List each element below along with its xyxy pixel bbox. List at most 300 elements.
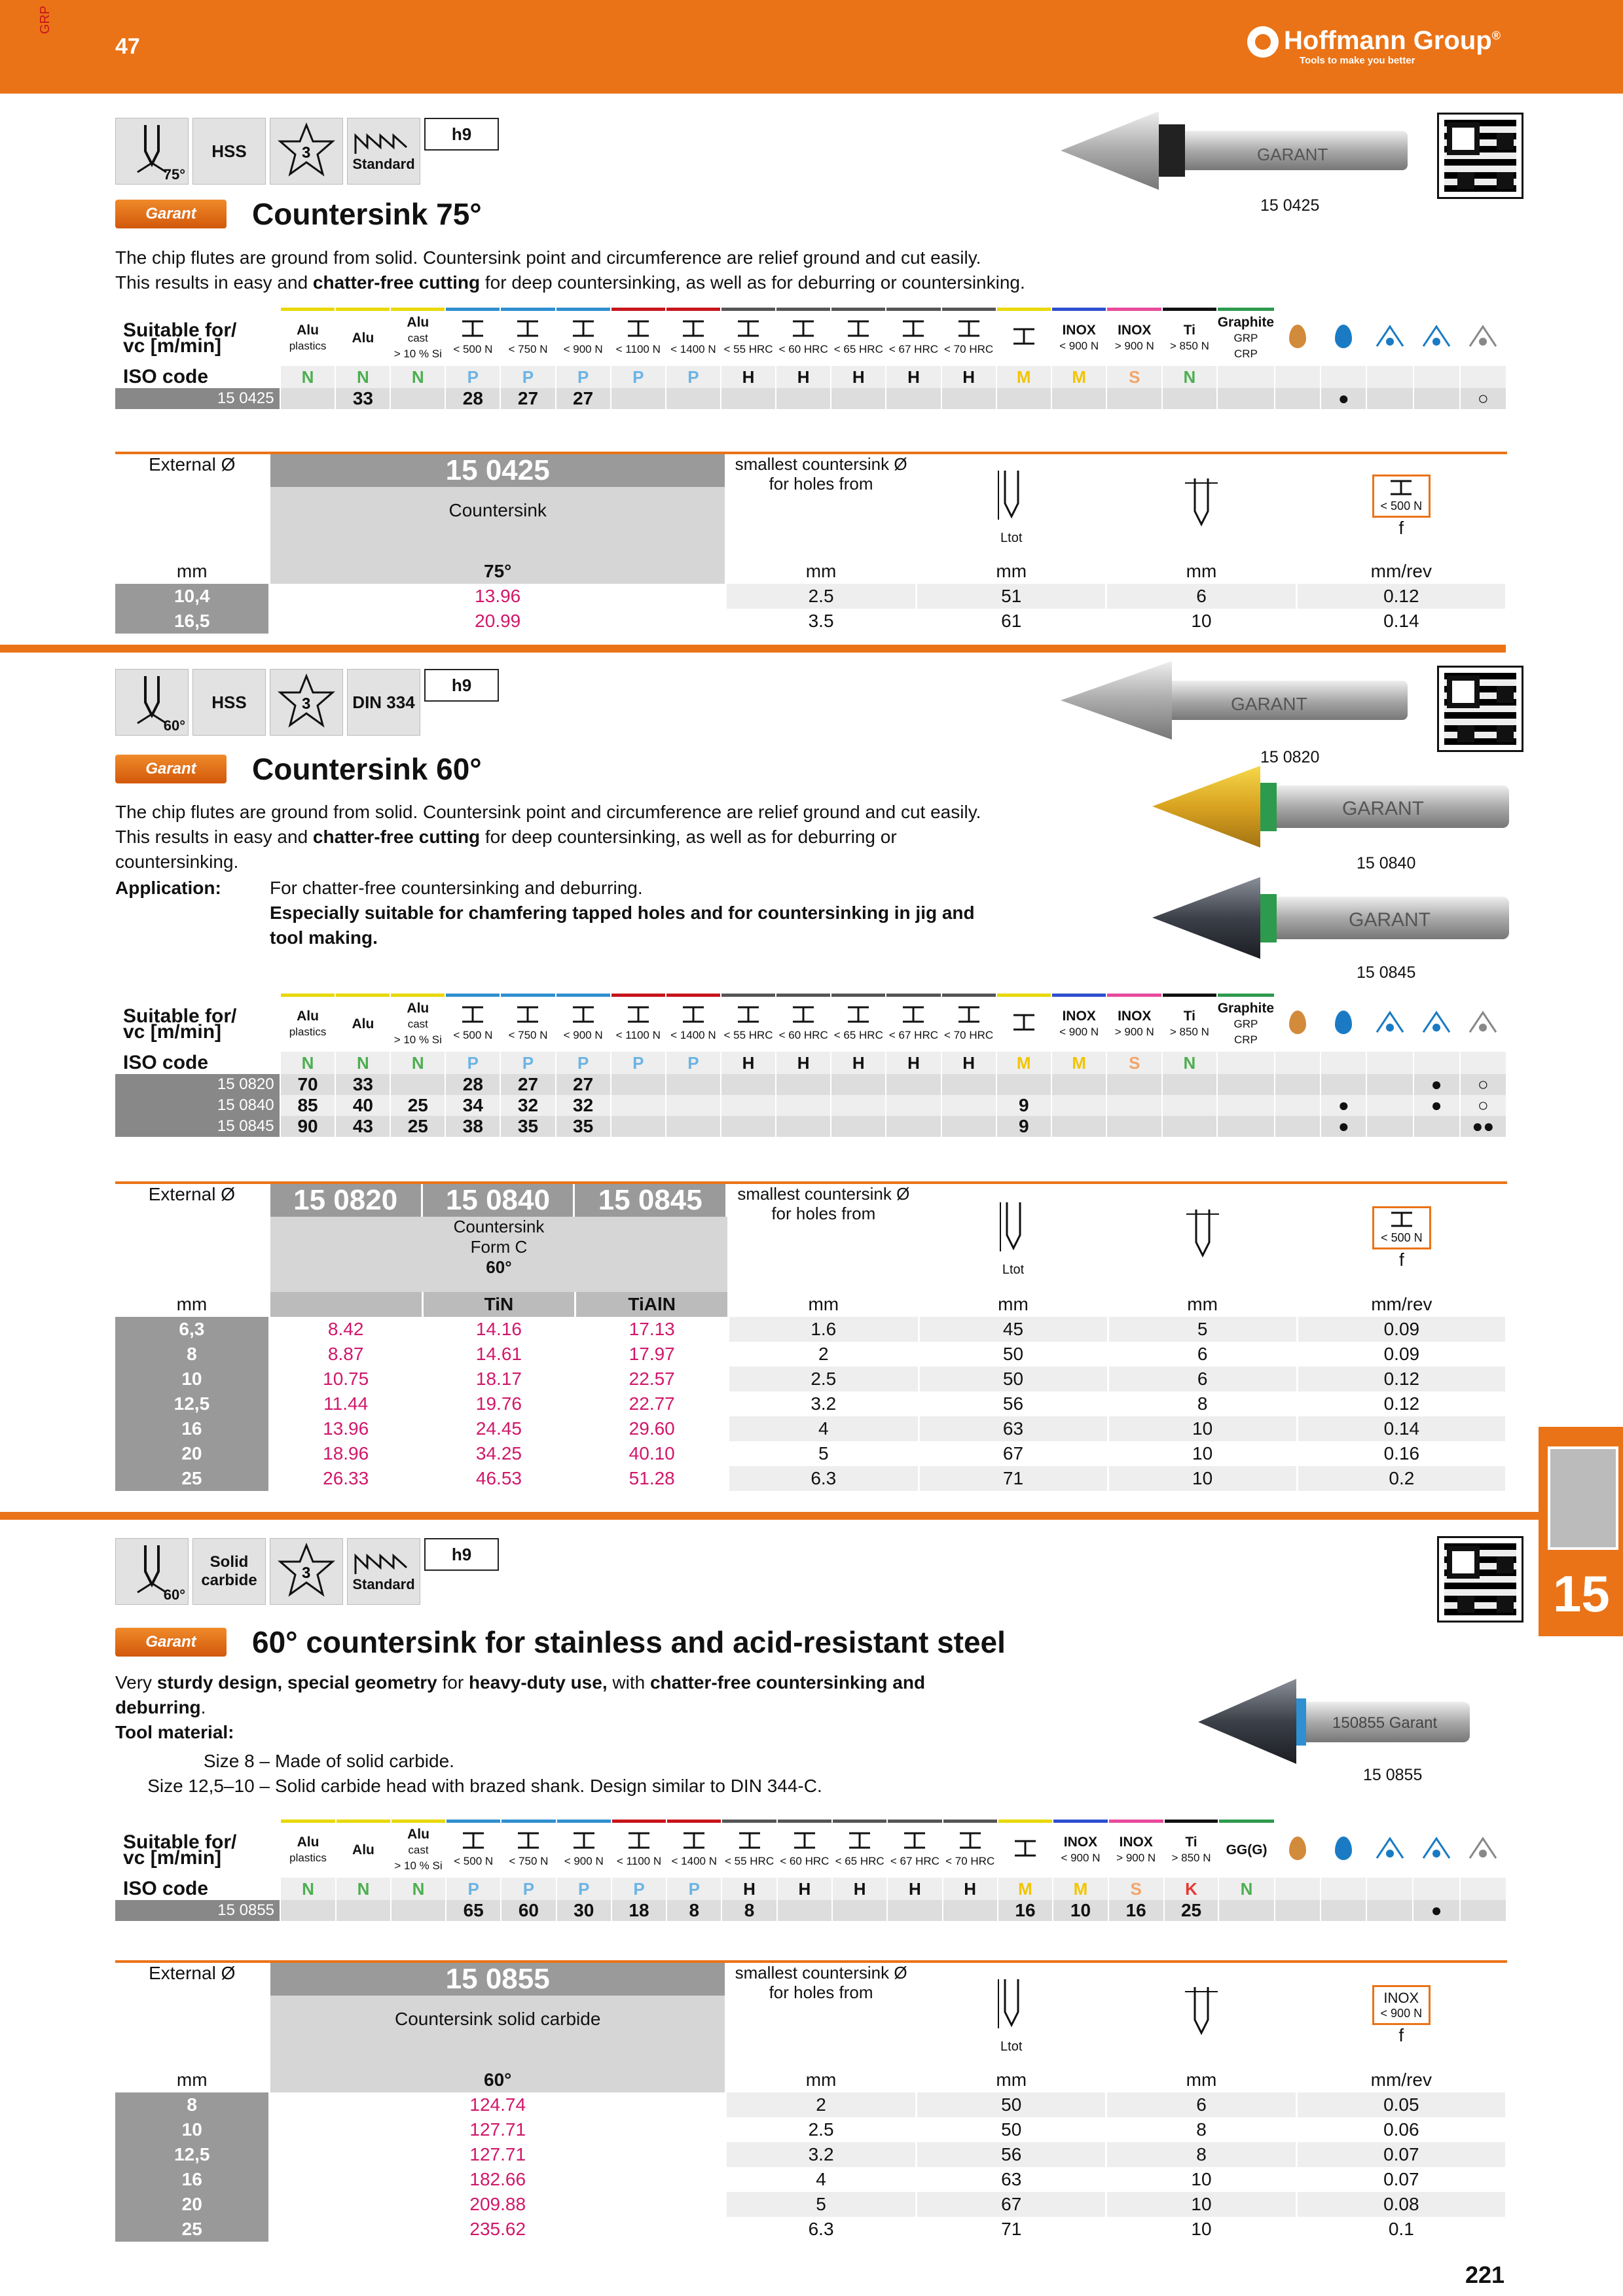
- coolant-suitability: ●: [1413, 1095, 1460, 1116]
- material-strength: < 55 HRC: [723, 1029, 773, 1041]
- iso-code: H: [721, 366, 776, 388]
- cutting-speed-value: 43: [335, 1116, 390, 1137]
- cutting-speed-value: [941, 1095, 996, 1116]
- dry-icon: [1413, 1823, 1459, 1878]
- cutting-speed-value: 10: [1053, 1900, 1108, 1921]
- price-row: [115, 2092, 1506, 2117]
- cutting-speed-value: 35: [556, 1116, 611, 1137]
- coolant-suitability: [1275, 1900, 1321, 1921]
- cutting-speed-value: [943, 1900, 998, 1921]
- steel-beam-icon: [557, 1831, 611, 1854]
- material-header: [556, 311, 611, 366]
- cutting-speed-value: [1106, 1116, 1162, 1137]
- steel-beam-icon: [501, 319, 555, 342]
- cutting-speed-value: [1106, 1074, 1162, 1095]
- desc-line2a: This results in easy and: [115, 272, 313, 293]
- material-header: [721, 311, 776, 366]
- iso-code: H: [777, 1878, 832, 1900]
- cutting-speed-value: [721, 1116, 776, 1137]
- shank-diameter: 8: [1106, 2142, 1296, 2167]
- price-row: [115, 1466, 1506, 1491]
- coolant-cell: [1413, 1052, 1460, 1074]
- material-strength: > 10 % Si: [394, 1859, 443, 1872]
- suitable-for-label: [115, 1823, 280, 1878]
- price: 24.45: [422, 1416, 575, 1441]
- material-strength: < 55 HRC: [723, 343, 773, 355]
- iso-code: K: [1164, 1878, 1219, 1900]
- smallest-hole: 6.3: [729, 1466, 919, 1491]
- cutting-speed-value: [831, 1095, 886, 1116]
- smallest-hole: 5: [725, 2192, 916, 2217]
- material-sub: cast: [407, 1018, 428, 1030]
- cutting-speed-value: [280, 388, 336, 409]
- material-strength: < 900 N: [564, 1855, 604, 1867]
- image-label-150425: 15 0425: [1260, 196, 1320, 215]
- shank-diameter: 6: [1106, 584, 1296, 609]
- cutting-speed-value: 65: [446, 1900, 501, 1921]
- chapter-number: 15: [1553, 1565, 1610, 1623]
- iso-code: S: [1106, 1052, 1162, 1074]
- steel-beam-icon: [888, 1831, 941, 1854]
- feed-rate: 0.06: [1296, 2117, 1506, 2142]
- cutting-speed-value: 85: [280, 1095, 336, 1116]
- article-number: 15 0840: [115, 1095, 280, 1116]
- svg-text:3: 3: [302, 695, 311, 713]
- external-diameter: 25: [115, 2217, 270, 2242]
- iso-code: S: [1108, 1878, 1164, 1900]
- section1-title: Countersink 75°: [252, 197, 482, 231]
- material-strength: < 500 N: [454, 1855, 494, 1867]
- unit-mm: mm: [115, 2068, 270, 2092]
- coolant-suitability: ●: [1413, 1074, 1460, 1095]
- material-strength: < 1400 N: [670, 1029, 716, 1041]
- iso-code: P: [500, 366, 555, 388]
- coolant-suitability: ●: [1321, 1095, 1366, 1116]
- smallest-countersink-label: [729, 1183, 919, 1292]
- material-strength: < 65 HRC: [835, 1855, 884, 1867]
- cutting-speed-value: [666, 1095, 721, 1116]
- cutting-speed-value: [611, 1095, 666, 1116]
- iso-code: P: [611, 1878, 666, 1900]
- total-length: 56: [919, 1391, 1108, 1416]
- feed-rate: 0.08: [1296, 2192, 1506, 2217]
- cutting-speed-value: 16: [1108, 1900, 1164, 1921]
- countersink-75-image: [1061, 108, 1414, 193]
- cutting-speed-value: [776, 388, 831, 409]
- cutting-speed-value: 27: [556, 1074, 611, 1095]
- unit-label: mm: [1106, 2068, 1296, 2092]
- iso-code: H: [776, 366, 831, 388]
- iso-code-label: ISO code: [115, 1878, 280, 1900]
- material-strength: < 500 N: [453, 343, 493, 355]
- product-name: Countersink solid carbide: [395, 2009, 601, 2029]
- size1-label: Size 8 –: [203, 1751, 270, 1771]
- steel-beam-icon: [886, 1005, 940, 1028]
- size1-text: Made of solid carbide.: [275, 1751, 454, 1771]
- feed-rate-icon: [1297, 1183, 1506, 1292]
- feed-rate: 0.05: [1296, 2092, 1506, 2117]
- material-strength: < 67 HRC: [890, 1855, 939, 1867]
- material-strength: < 67 HRC: [888, 343, 939, 355]
- brand-name: Hoffmann Group: [1284, 26, 1492, 55]
- suitability-row: [115, 1095, 1506, 1116]
- cutting-speed-value: 30: [556, 1900, 611, 1921]
- dry-icon: [1413, 997, 1460, 1052]
- article-number-header: 15 0425: [270, 454, 725, 487]
- material-strength: > 850 N: [1169, 340, 1209, 352]
- steel-beam-icon: [943, 1831, 997, 1854]
- steel-beam-icon: [722, 1831, 776, 1854]
- price: 29.60: [575, 1416, 729, 1441]
- coolant-cell: [1275, 1878, 1321, 1900]
- external-diameter: 10: [115, 2117, 270, 2142]
- smallest-label-2: for holes from: [771, 1204, 876, 1223]
- material-strength: < 900 N: [1059, 340, 1099, 352]
- unit-label: mm: [919, 1292, 1108, 1317]
- shank-diameter: 10: [1106, 2217, 1296, 2242]
- steel-beam-icon: [942, 1005, 996, 1028]
- coolant-cell: [1413, 1878, 1459, 1900]
- smallest-hole: 2: [725, 2092, 916, 2117]
- shank-diameter: 8: [1108, 1391, 1297, 1416]
- iso-code: H: [776, 1052, 831, 1074]
- coolant-suitability: [1366, 1095, 1413, 1116]
- material-sub: cast: [407, 332, 428, 344]
- qr-code-icon: [1439, 668, 1522, 750]
- cutting-speed-value: [941, 1116, 996, 1137]
- angle-label: 75°: [270, 559, 726, 584]
- material-header: Graphite GRP CRP: [1217, 997, 1275, 1052]
- shank-diameter: 10: [1108, 1416, 1297, 1441]
- external-diameter: 12,5: [115, 2142, 270, 2167]
- steel-beam-icon: [721, 319, 775, 342]
- material-header: INOX > 900 N: [1106, 997, 1162, 1052]
- cutting-speed-value: 32: [556, 1095, 611, 1116]
- coolant-suitability: [1366, 388, 1413, 409]
- price: 51.28: [575, 1466, 729, 1491]
- price: 20.99: [270, 609, 726, 634]
- smallest-hole: 3.2: [725, 2142, 916, 2167]
- cutting-speed-value: 27: [500, 388, 555, 409]
- cutting-speed-value: [721, 388, 776, 409]
- section-divider: [0, 1512, 1539, 1520]
- cutting-speed-value: [1218, 1900, 1274, 1921]
- iso-code: P: [556, 1878, 611, 1900]
- feed-rate: 0.12: [1297, 1367, 1506, 1391]
- cutting-speed-value: [721, 1095, 776, 1116]
- material-strength: < 1100 N: [616, 1855, 662, 1867]
- cutting-speed-value: [831, 1074, 886, 1095]
- material-strength: > 900 N: [1114, 1026, 1154, 1038]
- tolerance-badge: h9: [424, 1538, 499, 1571]
- suitability-row: [115, 388, 1506, 409]
- cutting-speed-value: 25: [390, 1095, 445, 1116]
- cutting-speed-value: [887, 1900, 942, 1921]
- product-name: Countersink: [453, 1217, 545, 1236]
- iso-code: N: [336, 1878, 391, 1900]
- cutting-speed-value: [1162, 1095, 1217, 1116]
- smallest-hole: 5: [729, 1441, 919, 1466]
- material-header: Alu cast > 10 % Si: [390, 997, 445, 1052]
- smallest-label-1: smallest countersink Ø: [735, 454, 907, 474]
- iso-code: H: [943, 1878, 998, 1900]
- iso-code: H: [831, 366, 886, 388]
- external-diameter: 8: [115, 1342, 269, 1367]
- total-length: 71: [919, 1466, 1108, 1491]
- material-sub: plastics: [289, 1026, 327, 1038]
- flutes-icon: [270, 118, 343, 185]
- coating-label: TiN: [422, 1292, 575, 1317]
- material-header: [611, 997, 666, 1052]
- smallest-hole: 2.5: [725, 584, 916, 609]
- iso-code: M: [996, 366, 1051, 388]
- total-length: 67: [917, 2192, 1106, 2217]
- steel-beam-icon: [886, 319, 940, 342]
- feed-symbol: f: [1398, 1249, 1404, 1270]
- material-header: Alu: [336, 1823, 391, 1878]
- desc-e: with: [607, 1672, 650, 1693]
- material-strength: < 750 N: [508, 1029, 548, 1041]
- desc-line2c: for deep countersinking, as well as for deburring or: [480, 827, 897, 847]
- iso-code: N: [335, 366, 390, 388]
- steel-beam-icon: [831, 319, 885, 342]
- suitability-row: [115, 1074, 1506, 1095]
- article-number-header: 15 0855: [270, 1963, 725, 1996]
- iso-code: N: [1218, 1878, 1274, 1900]
- price-row: [115, 2142, 1506, 2167]
- material-strength: < 70 HRC: [944, 1029, 994, 1041]
- page-number-top: 47: [115, 34, 140, 59]
- coolant-cell: [1460, 366, 1506, 388]
- price: 22.57: [575, 1367, 729, 1391]
- size2-label: Size 12,5–10 –: [147, 1776, 270, 1796]
- cutting-speed-value: [1162, 1074, 1217, 1095]
- suitable-label: Suitable for/: [123, 319, 237, 341]
- coolant-suitability: [1413, 1116, 1460, 1137]
- chapter-tab[interactable]: [1539, 1427, 1623, 1636]
- material-header: [666, 311, 721, 366]
- section3-title: 60° countersink for stainless and acid-resistant steel: [252, 1625, 1006, 1659]
- iso-code: P: [666, 366, 721, 388]
- material-header: [446, 1823, 501, 1878]
- price: 8.87: [269, 1342, 422, 1367]
- feed-material-box: [1372, 1206, 1431, 1249]
- cutting-speed-value: [1106, 1095, 1162, 1116]
- smallest-hole: 3.2: [729, 1391, 919, 1416]
- material-strength: > 900 N: [1116, 1852, 1156, 1864]
- cutting-speed-value: 8: [666, 1900, 721, 1921]
- cutting-speed-value: [886, 1116, 941, 1137]
- section3-description: [115, 1670, 999, 1745]
- price-row: [115, 584, 1506, 609]
- svg-text:GARANT: GARANT: [1342, 798, 1425, 819]
- material-strength: < 900 N: [1059, 1026, 1099, 1038]
- material-strength: < 65 HRC: [833, 343, 883, 355]
- desc-line2a: This results in easy and: [115, 827, 313, 847]
- vc-label: vc [m/min]: [123, 1021, 222, 1043]
- smallest-label-1: smallest countersink Ø: [737, 1184, 910, 1204]
- material-header: [996, 997, 1051, 1052]
- material-strength: > 10 % Si: [393, 348, 442, 360]
- cutting-speed-value: 40: [335, 1095, 390, 1116]
- unit-label: mm: [917, 2068, 1106, 2092]
- total-length: 50: [917, 2092, 1106, 2117]
- price: 34.25: [422, 1441, 575, 1466]
- price: 17.97: [575, 1342, 729, 1367]
- ltot-label: Ltot: [1000, 531, 1023, 545]
- cutting-speed-value: 70: [280, 1074, 336, 1095]
- price: 14.61: [422, 1342, 575, 1367]
- cutting-speed-value: [390, 1074, 445, 1095]
- article-number: 15 0820: [115, 1074, 280, 1095]
- coolant-suitability: ○: [1460, 1095, 1506, 1116]
- cutting-speed-value: [666, 1074, 721, 1095]
- garant-brand-badge: Garant: [115, 1628, 227, 1657]
- material-header: INOX < 900 N: [1053, 1823, 1108, 1878]
- countersink-150855-image: [1198, 1679, 1473, 1764]
- steel-beam-icon: [501, 1831, 555, 1854]
- feed-rate: 0.07: [1296, 2142, 1506, 2167]
- type-label: Standard: [352, 1576, 415, 1592]
- total-length: 51: [917, 584, 1106, 609]
- cutting-speed-value: [1051, 1074, 1107, 1095]
- cutting-speed-value: [721, 1074, 776, 1095]
- standard-icon: [347, 1538, 420, 1605]
- iso-code: N: [280, 1878, 336, 1900]
- coolant-cell: [1275, 1052, 1321, 1074]
- cutting-speed-value: [1051, 1095, 1107, 1116]
- smallest-label-2: for holes from: [769, 474, 873, 493]
- desc-c: for: [437, 1672, 469, 1693]
- unit-label: mm: [1106, 559, 1296, 584]
- material-header: INOX > 900 N: [1108, 1823, 1164, 1878]
- section3-icon-bar: [115, 1538, 499, 1605]
- product-name: Countersink: [448, 500, 547, 520]
- cutting-speed-value: [1162, 1116, 1217, 1137]
- iso-code: M: [996, 1052, 1051, 1074]
- coolant-cell: [1460, 1052, 1506, 1074]
- shank-diameter: 6: [1108, 1367, 1297, 1391]
- feed-rate: 0.1: [1296, 2217, 1506, 2242]
- svg-text:GARANT: GARANT: [1257, 145, 1328, 164]
- steel-beam-icon: [556, 1005, 610, 1028]
- external-diameter: 10: [115, 1367, 269, 1391]
- image-label-150855: 15 0855: [1363, 1766, 1423, 1784]
- feed-rate: 0.07: [1296, 2167, 1506, 2192]
- suitable-for-label: [115, 311, 280, 366]
- feed-rate: 0.16: [1297, 1441, 1506, 1466]
- external-diameter: 10,4: [115, 584, 270, 609]
- material-header: [941, 997, 996, 1052]
- total-length: 50: [919, 1367, 1108, 1391]
- price: 18.17: [422, 1367, 575, 1391]
- material-sub: GRP: [1233, 1018, 1258, 1030]
- cutting-speed-value: [1217, 1074, 1275, 1095]
- smallest-hole: 4: [729, 1416, 919, 1441]
- iso-code: P: [445, 1052, 500, 1074]
- coolant-suitability: [1275, 388, 1321, 409]
- feed-rate: 0.12: [1297, 1391, 1506, 1416]
- material-sub: plastics: [289, 1852, 327, 1864]
- iso-code: H: [887, 1878, 942, 1900]
- cutting-speed-value: [831, 388, 886, 409]
- material-strength: < 1100 N: [615, 343, 661, 355]
- coolant-cell: [1413, 366, 1460, 388]
- cutting-speed-value: 8: [721, 1900, 776, 1921]
- material-strength: < 1100 N: [615, 1029, 661, 1041]
- material-strength: < 60 HRC: [778, 343, 828, 355]
- material-header: [832, 1823, 887, 1878]
- price: 127.71: [270, 2142, 726, 2167]
- iso-code: M: [1053, 1878, 1108, 1900]
- image-label-150845: 15 0845: [1357, 963, 1416, 982]
- cutting-speed-value: [391, 1900, 446, 1921]
- material-header: [500, 997, 555, 1052]
- application-line3: tool making.: [270, 927, 378, 948]
- material-header: Ti > 850 N: [1164, 1823, 1219, 1878]
- material-header: Alu plastics: [280, 311, 336, 366]
- price: 18.96: [269, 1441, 422, 1466]
- brand-tagline: Tools to make you better: [1300, 55, 1415, 67]
- desc-b: sturdy design, special geometry: [156, 1672, 437, 1693]
- section1-description: [115, 245, 1097, 295]
- shank-diameter-icon: [1108, 1183, 1297, 1292]
- cutting-speed-value: 18: [611, 1900, 666, 1921]
- section2-price-table: [115, 1181, 1507, 1491]
- smallest-hole: 1.6: [729, 1317, 919, 1342]
- svg-text:GARANT: GARANT: [1349, 909, 1431, 931]
- external-diameter: 6,3: [115, 1317, 269, 1342]
- tool-material-label: Tool material:: [115, 1722, 234, 1742]
- unit-label: mm: [917, 559, 1106, 584]
- unit-label: mm/rev: [1296, 2068, 1506, 2092]
- iso-code: P: [556, 366, 611, 388]
- price-row: [115, 1342, 1506, 1367]
- brand-registered: ®: [1491, 29, 1501, 43]
- steel-beam-icon: [831, 1005, 885, 1028]
- steel-beam-icon: [501, 1005, 555, 1028]
- price: 11.44: [269, 1391, 422, 1416]
- feed-rate: 0.12: [1296, 584, 1506, 609]
- suitable-for-label: [115, 997, 280, 1052]
- steel-beam-icon: [446, 319, 500, 342]
- cutting-speed-value: [666, 1116, 721, 1137]
- article-number-header: 15 0840: [423, 1184, 575, 1217]
- cutting-speed-value: [1051, 1116, 1107, 1137]
- price: 13.96: [270, 584, 726, 609]
- coolant-suitability: ●: [1413, 1900, 1459, 1921]
- price-row: [115, 2217, 1506, 2242]
- smallest-hole: 3.5: [725, 609, 916, 634]
- steel-beam-icon: [997, 327, 1051, 350]
- angle-label: 60°: [270, 2068, 726, 2092]
- steel-beam-icon: [776, 319, 830, 342]
- cutting-speed-value: [1106, 388, 1162, 409]
- section2-title: Countersink 60°: [252, 752, 482, 786]
- cutting-speed-value: 25: [390, 1116, 445, 1137]
- coolant-drop-icon: [1321, 997, 1366, 1052]
- countersink-150840-image: [1152, 766, 1512, 851]
- section3-suitability-table: [115, 1820, 1507, 1921]
- shank-diameter: 10: [1106, 609, 1296, 634]
- unit-label: mm: [1108, 1292, 1297, 1317]
- cutting-speed-value: 38: [445, 1116, 500, 1137]
- price: 8.42: [269, 1317, 422, 1342]
- feed-rate: 0.14: [1297, 1416, 1506, 1441]
- smallest-hole: 2.5: [725, 2117, 916, 2142]
- angle-icon: [115, 118, 189, 185]
- iso-code: P: [500, 1052, 555, 1074]
